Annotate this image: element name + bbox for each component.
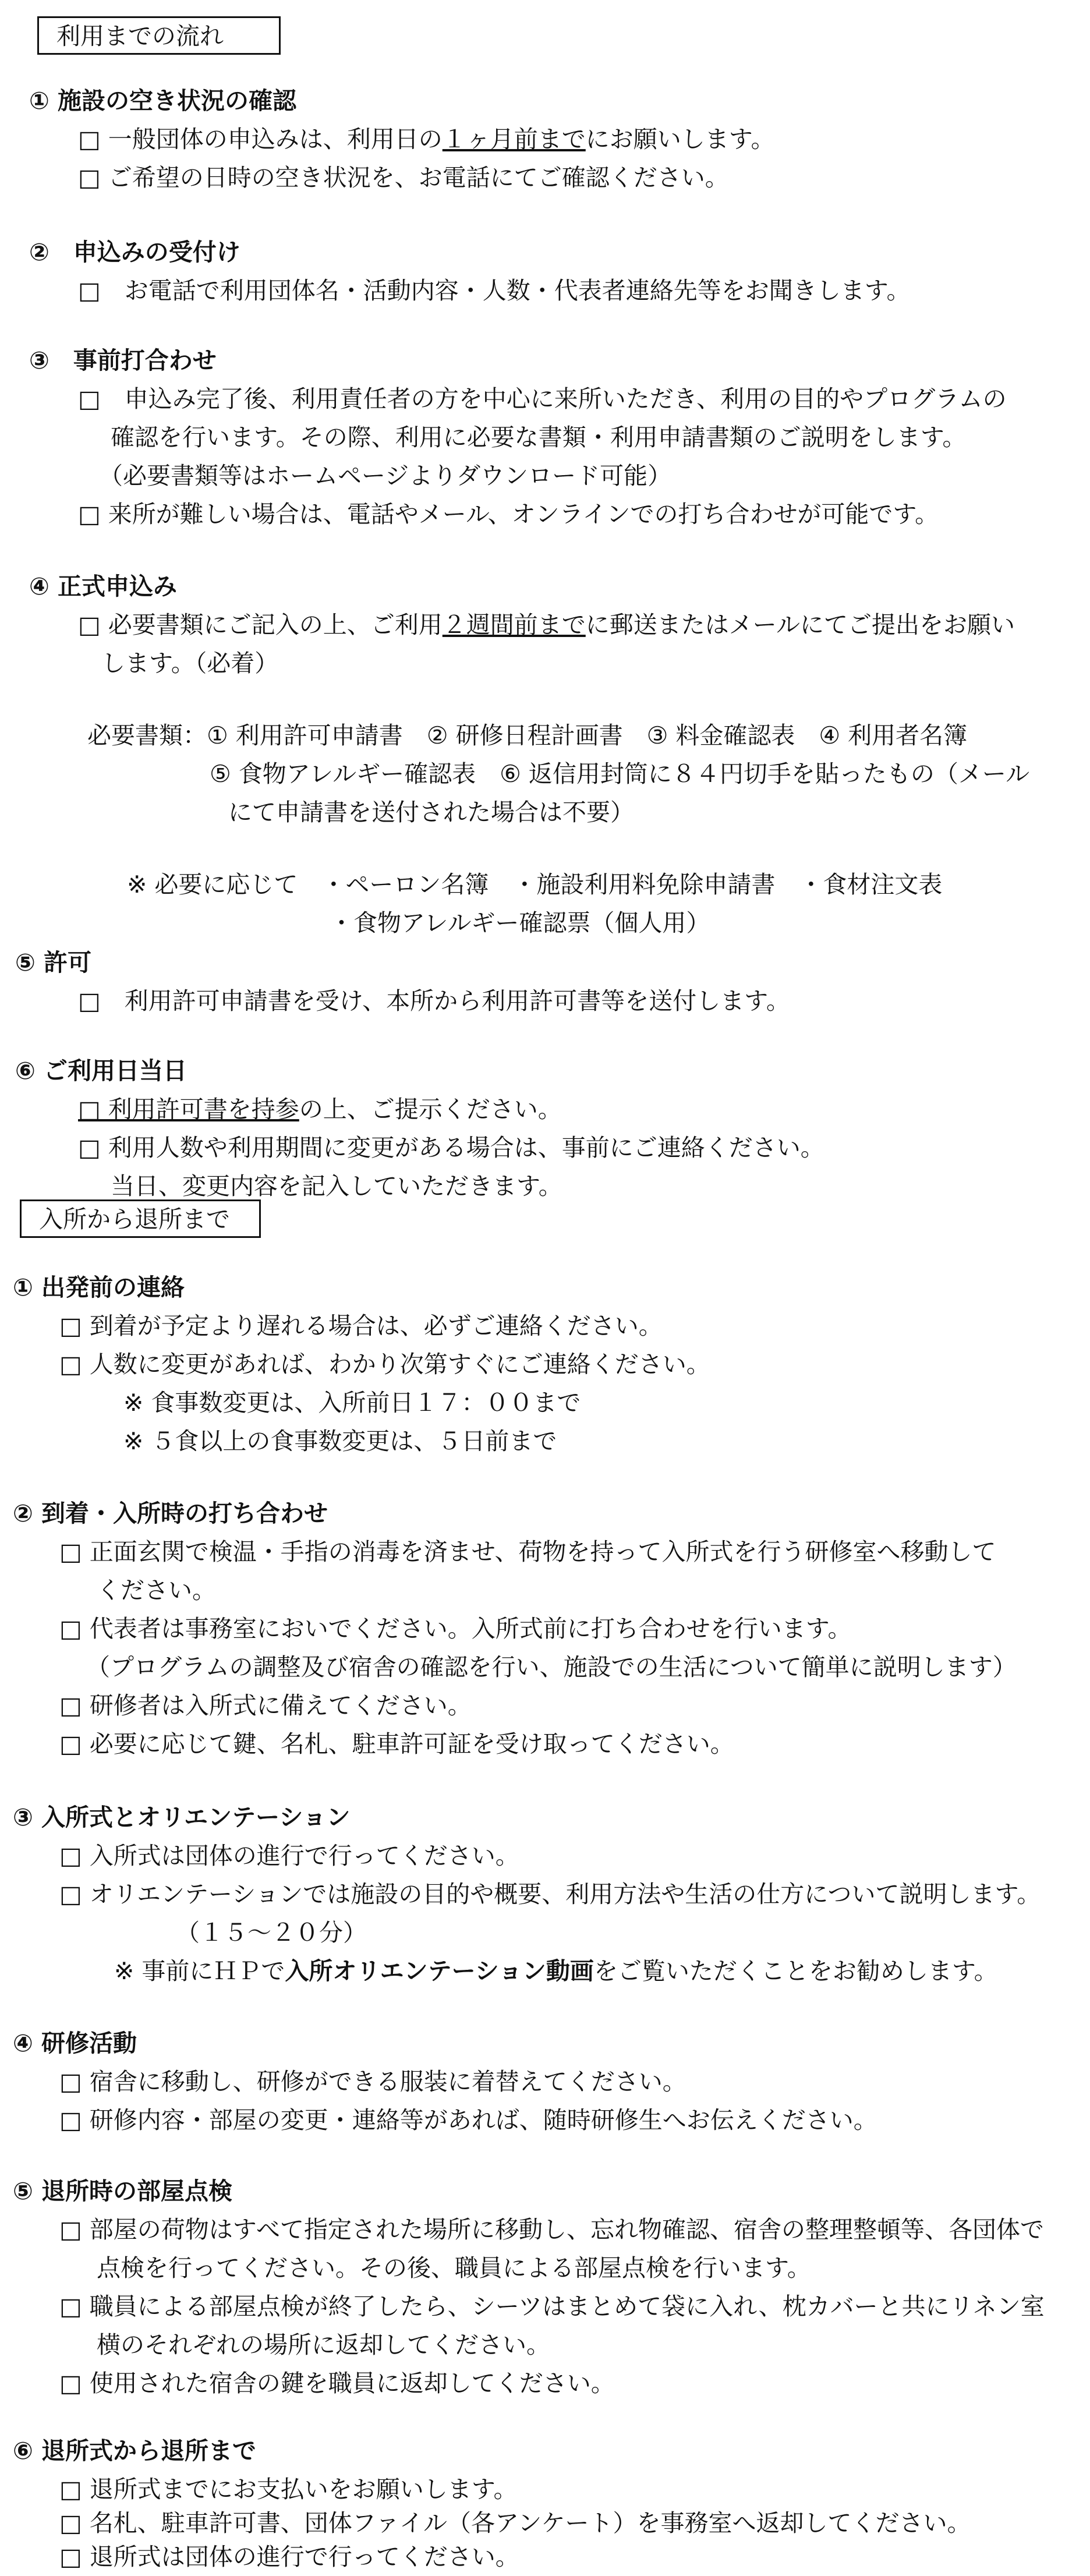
step-heading: ③ 入所式とオリエンテーション — [13, 1803, 351, 1831]
step-heading: ① 出発前の連絡 — [13, 1273, 185, 1301]
note: ※ ５食以上の食事数変更は、５日前まで — [123, 1427, 557, 1455]
list-item-continued: 確認を行います。その際、利用に必要な書類・利用申請書類のご説明をします。 — [111, 423, 967, 451]
step-heading: ③ 事前打合わせ — [29, 346, 217, 374]
list-item: □ 研修内容・部屋の変更・連絡等があれば、随時研修生へお伝えください。 — [59, 2106, 877, 2134]
list-item: □ 到着が予定より遅れる場合は、必ずご連絡ください。 — [59, 1312, 663, 1340]
list-item: □ 利用人数や利用期間に変更がある場合は、事前にご連絡ください。 — [78, 1134, 824, 1162]
list-item-continued: （必要書類等はホームページよりダウンロード可能） — [99, 462, 672, 490]
list-item-continued: 横のそれぞれの場所に返却してください。 — [97, 2331, 550, 2359]
list-item-continued: （プログラムの調整及び宿舎の確認を行い、施設での生活について簡単に説明します） — [86, 1653, 1017, 1681]
step-heading: ⑤ 許可 — [15, 949, 91, 976]
step-heading: ⑥ ご利用日当日 — [15, 1057, 187, 1085]
note: ※ 食事数変更は、入所前日１７：００まで — [123, 1389, 581, 1417]
step-heading: ⑤ 退所時の部屋点検 — [13, 2177, 232, 2205]
list-item: □ 名札、駐車許可書、団体ファイル（各アンケート）を事務室へ返却してください。 — [59, 2509, 971, 2537]
list-item: □ 職員による部屋点検が終了したら、シーツはまとめて袋に入れ、枕カバーと共にリネン室 — [59, 2292, 1045, 2320]
list-item: □ 利用許可書を持参の上、ご提示ください。 — [78, 1095, 562, 1123]
required-docs: 必要書類：① 利用許可申請書 ② 研修日程計画書 ③ 料金確認表 ④ 利用者名簿 — [87, 721, 968, 749]
list-item: □ 入所式は団体の進行で行ってください。 — [59, 1842, 519, 1870]
list-item: □ 使用された宿舎の鍵を職員に返却してください。 — [59, 2369, 615, 2397]
list-item: □ 申込み完了後、利用責任者の方を中心に来所いただき、利用の目的やプログラムの — [78, 385, 1007, 413]
note: ※ 必要に応じて ・ペーロン名簿 ・施設利用料免除申請書 ・食材注文表 — [127, 871, 943, 898]
note: ※ 事前にＨＰで入所オリエンテーション動画をご覧いただくことをお勧めします。 — [114, 1957, 998, 1985]
step-heading: ② 到着・入所時の打ち合わせ — [13, 1499, 328, 1527]
list-item: □ 宿舎に移動し、研修ができる服装に着替えてください。 — [59, 2068, 686, 2096]
required-docs: にて申請書を送付された場合は不要） — [228, 798, 634, 826]
note: ・食物アレルギー確認票（個人用） — [330, 909, 710, 937]
list-item: □ 部屋の荷物はすべて指定された場所に移動し、忘れ物確認、宿舎の整理整頓等、各団体で — [59, 2216, 1044, 2244]
section-title-text: 利用までの流れ — [56, 22, 224, 50]
step-heading: ④ 研修活動 — [13, 2029, 137, 2057]
list-item: □ 正面玄関で検温・手指の消毒を済ませ、荷物を持って入所式を行う研修室へ移動して — [59, 1538, 996, 1566]
list-item: □ 退所式は団体の進行で行ってください。 — [59, 2543, 519, 2571]
list-item: □ 必要書類にご記入の上、ご利用２週間前までに郵送またはメールにてご提出をお願い — [78, 611, 1015, 639]
section-title-usage-flow — [37, 16, 281, 55]
step-heading: ④ 正式申込み — [29, 572, 177, 600]
list-item: □ 来所が難しい場合は、電話やメール、オンラインでの打ち合わせが可能です。 — [78, 500, 939, 528]
list-item: □ 退所式までにお支払いをお願いします。 — [59, 2475, 518, 2503]
step-heading: ⑥ 退所式から退所まで — [13, 2437, 256, 2465]
list-item: □ 一般団体の申込みは、利用日の１ヶ月前までにお願いします。 — [78, 125, 775, 153]
list-item: □ 人数に変更があれば、わかり次第すぐにご連絡ください。 — [59, 1350, 710, 1378]
list-item-continued: 当日、変更内容を記入していただきます。 — [111, 1172, 562, 1200]
list-item: □ 必要に応じて鍵、名札、駐車許可証を受け取ってください。 — [59, 1730, 734, 1758]
section-title-text: 入所から退所まで — [39, 1205, 230, 1233]
list-item-continued: ください。 — [97, 1576, 216, 1604]
section-title-entry-to-exit — [20, 1199, 261, 1238]
list-item-continued: します。（必着） — [101, 649, 279, 677]
list-item: □ 利用許可申請書を受け、本所から利用許可書等を送付します。 — [78, 987, 790, 1015]
list-item: □ お電話で利用団体名・活動内容・人数・代表者連絡先等をお聞きします。 — [78, 277, 911, 305]
list-item: □ 研修者は入所式に備えてください。 — [59, 1692, 472, 1719]
list-item-continued: 点検を行ってください。その後、職員による部屋点検を行います。 — [97, 2254, 811, 2282]
step-heading: ① 施設の空き状況の確認 — [29, 87, 296, 115]
list-item: □ ご希望の日時の空き状況を、お電話にてご確認ください。 — [78, 164, 729, 192]
list-item: □ オリエンテーションでは施設の目的や概要、利用方法や生活の仕方について説明します。 — [59, 1880, 1041, 1908]
step-heading: ② 申込みの受付け — [29, 238, 240, 266]
list-item: □ 代表者は事務室においでください。入所式前に打ち合わせを行います。 — [59, 1615, 852, 1643]
list-item-continued: （１５～２０分） — [176, 1919, 367, 1947]
required-docs: ⑤ 食物アレルギー確認表 ⑥ 返信用封筒に８４円切手を貼ったもの（メール — [210, 760, 1030, 788]
